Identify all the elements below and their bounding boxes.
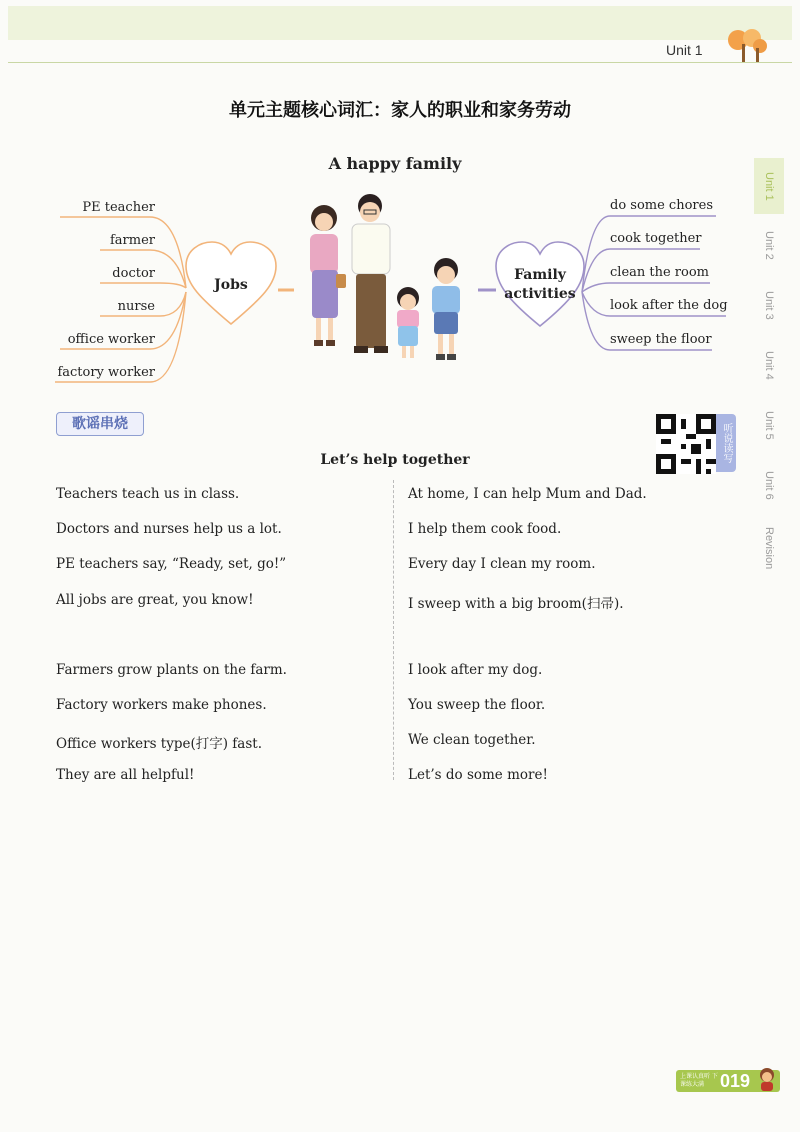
tree-icon (722, 26, 770, 66)
chant-line: Teachers teach us in class. (56, 486, 240, 502)
chant-tag: 歌谣串烧 (56, 412, 144, 436)
chant-line: PE teachers say, “Ready, set, go!” (56, 556, 287, 572)
activities-label-line: Family (514, 267, 566, 283)
job-item: factory worker (57, 365, 155, 380)
activities-label-line: activities (504, 286, 576, 302)
page-number: 019 (720, 1071, 751, 1091)
page-title: 单元主题核心词汇：家人的职业和家务劳动 (229, 100, 571, 121)
column-divider (393, 480, 394, 780)
chant-line: We clean together. (408, 732, 536, 748)
chant-line: You sweep the floor. (408, 697, 546, 713)
activity-item: do some chores (610, 198, 713, 213)
job-item: office worker (67, 332, 155, 347)
chant-line: Let’s do some more! (408, 767, 548, 783)
jobs-label: Jobs (214, 277, 248, 293)
header-band (8, 6, 792, 40)
chant-line: Factory workers make phones. (56, 697, 267, 713)
chant-line: Doctors and nurses help us a lot. (56, 521, 282, 537)
tab-revision[interactable]: Revision (763, 526, 775, 570)
chant-line: All jobs are great, you know! (56, 592, 254, 608)
chant-line: I sweep with a big broom(扫帚). (408, 596, 624, 612)
chant-line: I help them cook food. (408, 521, 562, 537)
chant-line: I look after my dog. (408, 662, 543, 678)
activity-item: sweep the floor (610, 332, 712, 347)
family-illustration (296, 190, 478, 370)
mindmap-title: A happy family (328, 154, 462, 173)
activities-label (500, 266, 580, 304)
unit-label: Unit 1 (666, 42, 703, 58)
chant-line: At home, I can help Mum and Dad. (408, 486, 647, 502)
activity-item: look after the dog (610, 298, 728, 313)
header-rule (8, 62, 792, 63)
chant-title: Let’s help together (320, 452, 470, 468)
tab-unit-2[interactable]: Unit 2 (763, 230, 775, 260)
job-item: farmer (109, 233, 155, 248)
job-item: nurse (117, 299, 155, 314)
tab-unit-4[interactable]: Unit 4 (763, 350, 775, 380)
tab-unit-1[interactable]: Unit 1 (754, 158, 784, 214)
tab-unit-3[interactable]: Unit 3 (763, 290, 775, 320)
tab-unit-5[interactable]: Unit 5 (763, 410, 775, 440)
chant-line: Every day I clean my room. (408, 556, 596, 572)
job-item: PE teacher (82, 200, 155, 215)
tab-unit-6[interactable]: Unit 6 (763, 470, 775, 500)
activity-item: clean the room (610, 265, 710, 280)
chant-line: Farmers grow plants on the farm. (56, 662, 287, 678)
chant-line: They are all helpful! (56, 767, 195, 783)
job-item: doctor (112, 266, 155, 281)
qr-label: 听说读写 (716, 414, 736, 472)
mascot-icon (756, 1066, 778, 1092)
activity-item: cook together (610, 231, 702, 246)
badge-text: 上课认真听 下课练大满 (680, 1073, 718, 1088)
chant-line: Office workers type(打字) fast. (56, 736, 262, 752)
